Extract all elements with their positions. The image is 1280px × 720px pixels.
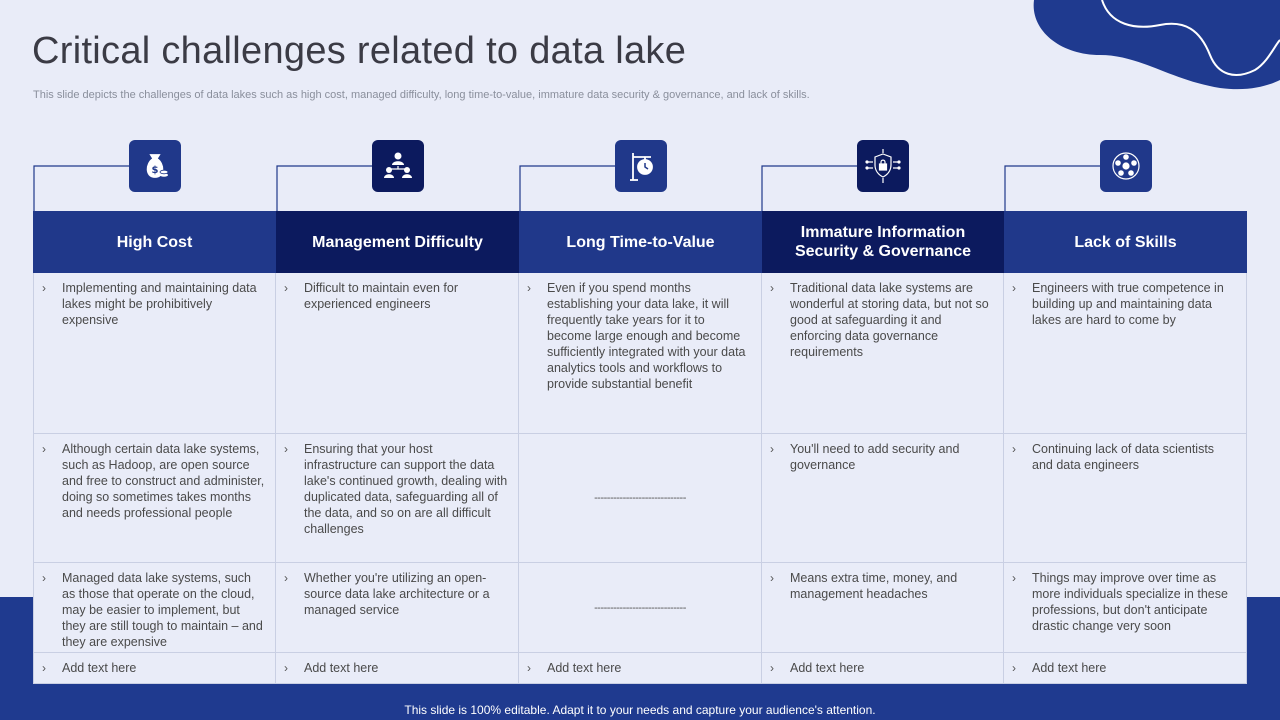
chevron-right-icon: › (42, 281, 46, 295)
chevron-right-icon: › (527, 661, 531, 675)
table-cell-placeholder: › Add text here (276, 653, 519, 684)
chevron-right-icon: › (1012, 281, 1016, 295)
footer-note: This slide is 100% editable. Adapt it to your needs and capture your audience's attention. (404, 703, 876, 717)
page-title: Critical challenges related to data lake (32, 30, 687, 72)
svg-text:$: $ (151, 165, 159, 176)
chevron-right-icon: › (1012, 571, 1016, 585)
table-cell: › Whether you're utilizing an open-source data lake architecture or a managed service (276, 563, 519, 653)
table-cell-placeholder: › Add text here (1004, 653, 1247, 684)
table-cell: › Implementing and maintaining data lakes might be prohibitively expensive (33, 273, 276, 434)
chevron-right-icon: › (284, 661, 288, 675)
chevron-right-icon: › (770, 571, 774, 585)
table-cell: › Traditional data lake systems are wonderful at storing data, but not so good at safeguarding it and enforcing data governance requirements (762, 273, 1004, 434)
chevron-right-icon: › (42, 442, 46, 456)
header-management-difficulty: Management Difficulty (276, 211, 519, 273)
table-cell: › Even if you spend months establishing your data lake, it will frequently take years for it to become large enough and become sufficiently integrated with your data analytics tools and workflows to provide substantial benefit (519, 273, 762, 434)
table-cell: › Continuing lack of data scientists and data engineers (1004, 434, 1247, 563)
header-long-time-to-value: Long Time-to-Value (519, 211, 762, 273)
header-immature-security-governance: Immature Information Security & Governance (762, 211, 1004, 273)
table-cell-placeholder: › Add text here (33, 653, 276, 684)
chevron-right-icon: › (770, 281, 774, 295)
table-cell: › Managed data lake systems, such as those that operate on the cloud, may be easier to implement, but they are still tough to maintain – and they are expensive (33, 563, 276, 653)
chevron-right-icon: › (527, 281, 531, 295)
chevron-right-icon: › (284, 571, 288, 585)
table-cell: › You'll need to add security and governance (762, 434, 1004, 563)
chevron-right-icon: › (42, 661, 46, 675)
table-cell-empty: ----------------------------- (519, 563, 762, 653)
table-cell: › Things may improve over time as more individuals specialize in these professions, but don't anticipate drastic change very soon (1004, 563, 1247, 653)
team-hierarchy-icon (372, 140, 424, 192)
skills-network-icon (1100, 140, 1152, 192)
table-cell: › Means extra time, money, and management headaches (762, 563, 1004, 653)
table-cell: › Engineers with true competence in building up and maintaining data lakes are hard to come by (1004, 273, 1247, 434)
header-lack-of-skills: Lack of Skills (1004, 211, 1247, 273)
page-subtitle: This slide depicts the challenges of data lakes such as high cost, managed difficulty, long time-to-value, immature data security & governance, and lack of skills. (33, 89, 810, 101)
table-cell-empty: ----------------------------- (519, 434, 762, 563)
table-cell: › Difficult to maintain even for experienced engineers (276, 273, 519, 434)
table-cell: › Although certain data lake systems, such as Hadoop, are open source and free to construct and administer, doing so sometimes takes months and needs professional people (33, 434, 276, 563)
chevron-right-icon: › (1012, 442, 1016, 456)
chevron-right-icon: › (770, 442, 774, 456)
chevron-right-icon: › (284, 442, 288, 456)
chevron-right-icon: › (1012, 661, 1016, 675)
table-cell-placeholder: › Add text here (762, 653, 1004, 684)
chevron-right-icon: › (284, 281, 288, 295)
chevron-right-icon: › (770, 661, 774, 675)
table-cell-placeholder: › Add text here (519, 653, 762, 684)
chevron-right-icon: › (42, 571, 46, 585)
header-high-cost: High Cost (33, 211, 276, 273)
challenges-table (33, 211, 1247, 684)
shield-lock-network-icon (857, 140, 909, 192)
table-cell: › Ensuring that your host infrastructure can support the data lake's continued growth, dealing with duplicated data, safeguarding all of the data, and so on are all difficult challenges (276, 434, 519, 563)
money-bag-icon (129, 140, 181, 192)
signpost-clock-icon (615, 140, 667, 192)
